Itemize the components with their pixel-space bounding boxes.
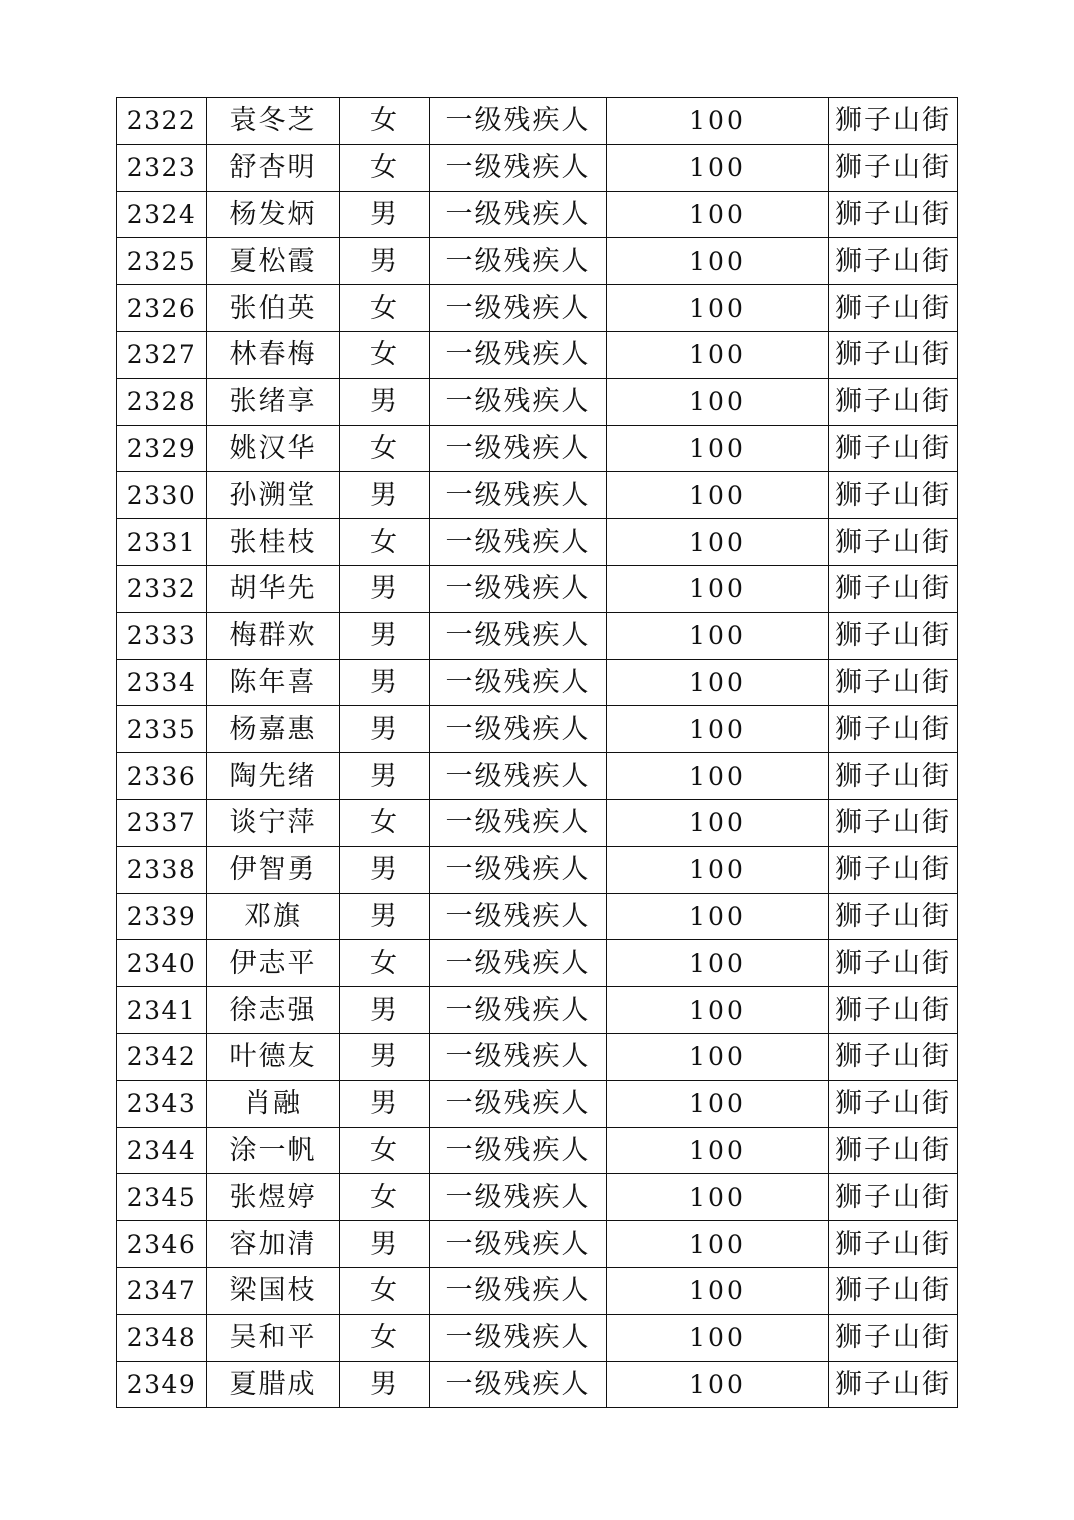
cell-no: 2327 <box>117 331 207 378</box>
cell-gender: 男 <box>340 846 430 893</box>
cell-no: 2348 <box>117 1314 207 1361</box>
cell-area: 狮子山街 <box>829 331 958 378</box>
cell-area: 狮子山街 <box>829 659 958 706</box>
cell-category: 一级残疾人 <box>430 191 607 238</box>
table-row <box>117 1361 958 1408</box>
cell-category: 一级残疾人 <box>430 799 607 846</box>
cell-amount: 100 <box>607 753 829 800</box>
cell-no: 2328 <box>117 378 207 425</box>
cell-name: 姚汉华 <box>207 425 340 472</box>
cell-area: 狮子山街 <box>829 1267 958 1314</box>
table-row <box>117 799 958 846</box>
cell-category: 一级残疾人 <box>430 1361 607 1408</box>
cell-amount: 100 <box>607 1361 829 1408</box>
cell-gender: 女 <box>340 285 430 332</box>
cell-no: 2339 <box>117 893 207 940</box>
cell-gender: 女 <box>340 1267 430 1314</box>
cell-category: 一级残疾人 <box>430 1174 607 1221</box>
cell-category: 一级残疾人 <box>430 425 607 472</box>
cell-name: 袁冬芝 <box>207 98 340 145</box>
table-row <box>117 98 958 145</box>
table-row <box>117 1127 958 1174</box>
cell-area: 狮子山街 <box>829 987 958 1034</box>
cell-name: 胡华先 <box>207 565 340 612</box>
cell-no: 2343 <box>117 1080 207 1127</box>
table-row <box>117 378 958 425</box>
cell-gender: 男 <box>340 612 430 659</box>
cell-name: 肖融 <box>207 1080 340 1127</box>
cell-gender: 女 <box>340 144 430 191</box>
cell-no: 2336 <box>117 753 207 800</box>
cell-name: 徐志强 <box>207 987 340 1034</box>
cell-no: 2334 <box>117 659 207 706</box>
cell-category: 一级残疾人 <box>430 706 607 753</box>
cell-name: 张伯英 <box>207 285 340 332</box>
cell-area: 狮子山街 <box>829 144 958 191</box>
cell-category: 一级残疾人 <box>430 1033 607 1080</box>
cell-no: 2332 <box>117 565 207 612</box>
cell-name: 叶德友 <box>207 1033 340 1080</box>
cell-amount: 100 <box>607 144 829 191</box>
cell-no: 2322 <box>117 98 207 145</box>
cell-name: 涂一帆 <box>207 1127 340 1174</box>
cell-amount: 100 <box>607 987 829 1034</box>
cell-area: 狮子山街 <box>829 1314 958 1361</box>
roster-body <box>117 98 958 1408</box>
cell-category: 一级残疾人 <box>430 753 607 800</box>
cell-category: 一级残疾人 <box>430 331 607 378</box>
table-row <box>117 753 958 800</box>
cell-name: 梅群欢 <box>207 612 340 659</box>
cell-amount: 100 <box>607 1174 829 1221</box>
cell-area: 狮子山街 <box>829 378 958 425</box>
cell-area: 狮子山街 <box>829 425 958 472</box>
cell-amount: 100 <box>607 1267 829 1314</box>
cell-amount: 100 <box>607 565 829 612</box>
cell-amount: 100 <box>607 1080 829 1127</box>
cell-amount: 100 <box>607 893 829 940</box>
cell-gender: 女 <box>340 425 430 472</box>
cell-gender: 男 <box>340 1221 430 1268</box>
table-row <box>117 331 958 378</box>
cell-amount: 100 <box>607 378 829 425</box>
roster-table <box>116 97 958 1408</box>
cell-gender: 女 <box>340 331 430 378</box>
table-row <box>117 565 958 612</box>
cell-category: 一级残疾人 <box>430 565 607 612</box>
cell-name: 伊智勇 <box>207 846 340 893</box>
cell-name: 容加清 <box>207 1221 340 1268</box>
cell-category: 一级残疾人 <box>430 98 607 145</box>
cell-no: 2335 <box>117 706 207 753</box>
cell-category: 一级残疾人 <box>430 1127 607 1174</box>
cell-gender: 女 <box>340 519 430 566</box>
cell-amount: 100 <box>607 238 829 285</box>
cell-category: 一级残疾人 <box>430 1267 607 1314</box>
cell-category: 一级残疾人 <box>430 285 607 332</box>
cell-gender: 女 <box>340 1127 430 1174</box>
cell-gender: 女 <box>340 1314 430 1361</box>
table-row <box>117 659 958 706</box>
cell-name: 吴和平 <box>207 1314 340 1361</box>
cell-name: 舒杏明 <box>207 144 340 191</box>
cell-gender: 女 <box>340 1174 430 1221</box>
table-row <box>117 472 958 519</box>
table-row <box>117 191 958 238</box>
cell-gender: 男 <box>340 238 430 285</box>
cell-gender: 男 <box>340 1033 430 1080</box>
cell-amount: 100 <box>607 846 829 893</box>
cell-area: 狮子山街 <box>829 1033 958 1080</box>
cell-no: 2345 <box>117 1174 207 1221</box>
cell-amount: 100 <box>607 285 829 332</box>
table-row <box>117 1174 958 1221</box>
cell-area: 狮子山街 <box>829 238 958 285</box>
cell-category: 一级残疾人 <box>430 612 607 659</box>
cell-no: 2340 <box>117 940 207 987</box>
cell-no: 2331 <box>117 519 207 566</box>
cell-gender: 男 <box>340 565 430 612</box>
table-row <box>117 987 958 1034</box>
cell-area: 狮子山街 <box>829 706 958 753</box>
table-row <box>117 1033 958 1080</box>
cell-name: 杨嘉惠 <box>207 706 340 753</box>
cell-category: 一级残疾人 <box>430 472 607 519</box>
table-row <box>117 1080 958 1127</box>
cell-gender: 男 <box>340 659 430 706</box>
cell-name: 梁国枝 <box>207 1267 340 1314</box>
table-row <box>117 144 958 191</box>
table-row <box>117 238 958 285</box>
cell-amount: 100 <box>607 706 829 753</box>
cell-name: 张桂枝 <box>207 519 340 566</box>
cell-amount: 100 <box>607 331 829 378</box>
cell-area: 狮子山街 <box>829 472 958 519</box>
cell-gender: 男 <box>340 472 430 519</box>
cell-name: 张煜婷 <box>207 1174 340 1221</box>
cell-amount: 100 <box>607 1221 829 1268</box>
cell-name: 伊志平 <box>207 940 340 987</box>
cell-no: 2333 <box>117 612 207 659</box>
cell-no: 2344 <box>117 1127 207 1174</box>
cell-area: 狮子山街 <box>829 1221 958 1268</box>
cell-category: 一级残疾人 <box>430 893 607 940</box>
cell-amount: 100 <box>607 612 829 659</box>
cell-gender: 女 <box>340 799 430 846</box>
cell-name: 杨发炳 <box>207 191 340 238</box>
cell-category: 一级残疾人 <box>430 846 607 893</box>
cell-category: 一级残疾人 <box>430 987 607 1034</box>
cell-name: 陶先绪 <box>207 753 340 800</box>
cell-category: 一级残疾人 <box>430 940 607 987</box>
cell-no: 2342 <box>117 1033 207 1080</box>
cell-amount: 100 <box>607 1314 829 1361</box>
cell-area: 狮子山街 <box>829 612 958 659</box>
cell-category: 一级残疾人 <box>430 1221 607 1268</box>
cell-amount: 100 <box>607 659 829 706</box>
cell-amount: 100 <box>607 191 829 238</box>
table-row <box>117 612 958 659</box>
cell-gender: 男 <box>340 893 430 940</box>
cell-area: 狮子山街 <box>829 846 958 893</box>
cell-gender: 男 <box>340 1080 430 1127</box>
cell-name: 夏松霞 <box>207 238 340 285</box>
cell-gender: 男 <box>340 1361 430 1408</box>
cell-no: 2341 <box>117 987 207 1034</box>
table-row <box>117 1314 958 1361</box>
cell-no: 2337 <box>117 799 207 846</box>
cell-name: 邓旗 <box>207 893 340 940</box>
cell-area: 狮子山街 <box>829 893 958 940</box>
table-row <box>117 285 958 332</box>
table-row <box>117 940 958 987</box>
cell-amount: 100 <box>607 1127 829 1174</box>
table-row <box>117 846 958 893</box>
cell-gender: 男 <box>340 706 430 753</box>
cell-no: 2338 <box>117 846 207 893</box>
cell-no: 2324 <box>117 191 207 238</box>
cell-gender: 男 <box>340 378 430 425</box>
cell-area: 狮子山街 <box>829 1361 958 1408</box>
cell-area: 狮子山街 <box>829 285 958 332</box>
cell-category: 一级残疾人 <box>430 378 607 425</box>
cell-gender: 女 <box>340 98 430 145</box>
cell-category: 一级残疾人 <box>430 1314 607 1361</box>
cell-name: 谈宁萍 <box>207 799 340 846</box>
cell-area: 狮子山街 <box>829 799 958 846</box>
cell-name: 孙溯堂 <box>207 472 340 519</box>
table-row <box>117 706 958 753</box>
cell-amount: 100 <box>607 425 829 472</box>
cell-category: 一级残疾人 <box>430 519 607 566</box>
cell-amount: 100 <box>607 98 829 145</box>
cell-area: 狮子山街 <box>829 1127 958 1174</box>
cell-area: 狮子山街 <box>829 191 958 238</box>
cell-area: 狮子山街 <box>829 565 958 612</box>
cell-name: 夏腊成 <box>207 1361 340 1408</box>
cell-no: 2330 <box>117 472 207 519</box>
cell-area: 狮子山街 <box>829 940 958 987</box>
cell-gender: 男 <box>340 753 430 800</box>
cell-no: 2346 <box>117 1221 207 1268</box>
table-row <box>117 1221 958 1268</box>
cell-area: 狮子山街 <box>829 98 958 145</box>
cell-area: 狮子山街 <box>829 1174 958 1221</box>
table-row <box>117 1267 958 1314</box>
cell-name: 陈年喜 <box>207 659 340 706</box>
cell-area: 狮子山街 <box>829 1080 958 1127</box>
cell-no: 2326 <box>117 285 207 332</box>
cell-amount: 100 <box>607 519 829 566</box>
cell-no: 2349 <box>117 1361 207 1408</box>
cell-no: 2325 <box>117 238 207 285</box>
cell-category: 一级残疾人 <box>430 238 607 285</box>
table-row <box>117 519 958 566</box>
table-row <box>117 893 958 940</box>
cell-amount: 100 <box>607 1033 829 1080</box>
cell-name: 林春梅 <box>207 331 340 378</box>
cell-category: 一级残疾人 <box>430 144 607 191</box>
cell-amount: 100 <box>607 940 829 987</box>
cell-gender: 女 <box>340 940 430 987</box>
cell-category: 一级残疾人 <box>430 1080 607 1127</box>
cell-no: 2329 <box>117 425 207 472</box>
table-row <box>117 425 958 472</box>
cell-no: 2323 <box>117 144 207 191</box>
cell-gender: 男 <box>340 191 430 238</box>
cell-amount: 100 <box>607 799 829 846</box>
cell-amount: 100 <box>607 472 829 519</box>
cell-no: 2347 <box>117 1267 207 1314</box>
cell-gender: 男 <box>340 987 430 1034</box>
cell-name: 张绪享 <box>207 378 340 425</box>
cell-category: 一级残疾人 <box>430 659 607 706</box>
cell-area: 狮子山街 <box>829 753 958 800</box>
cell-area: 狮子山街 <box>829 519 958 566</box>
